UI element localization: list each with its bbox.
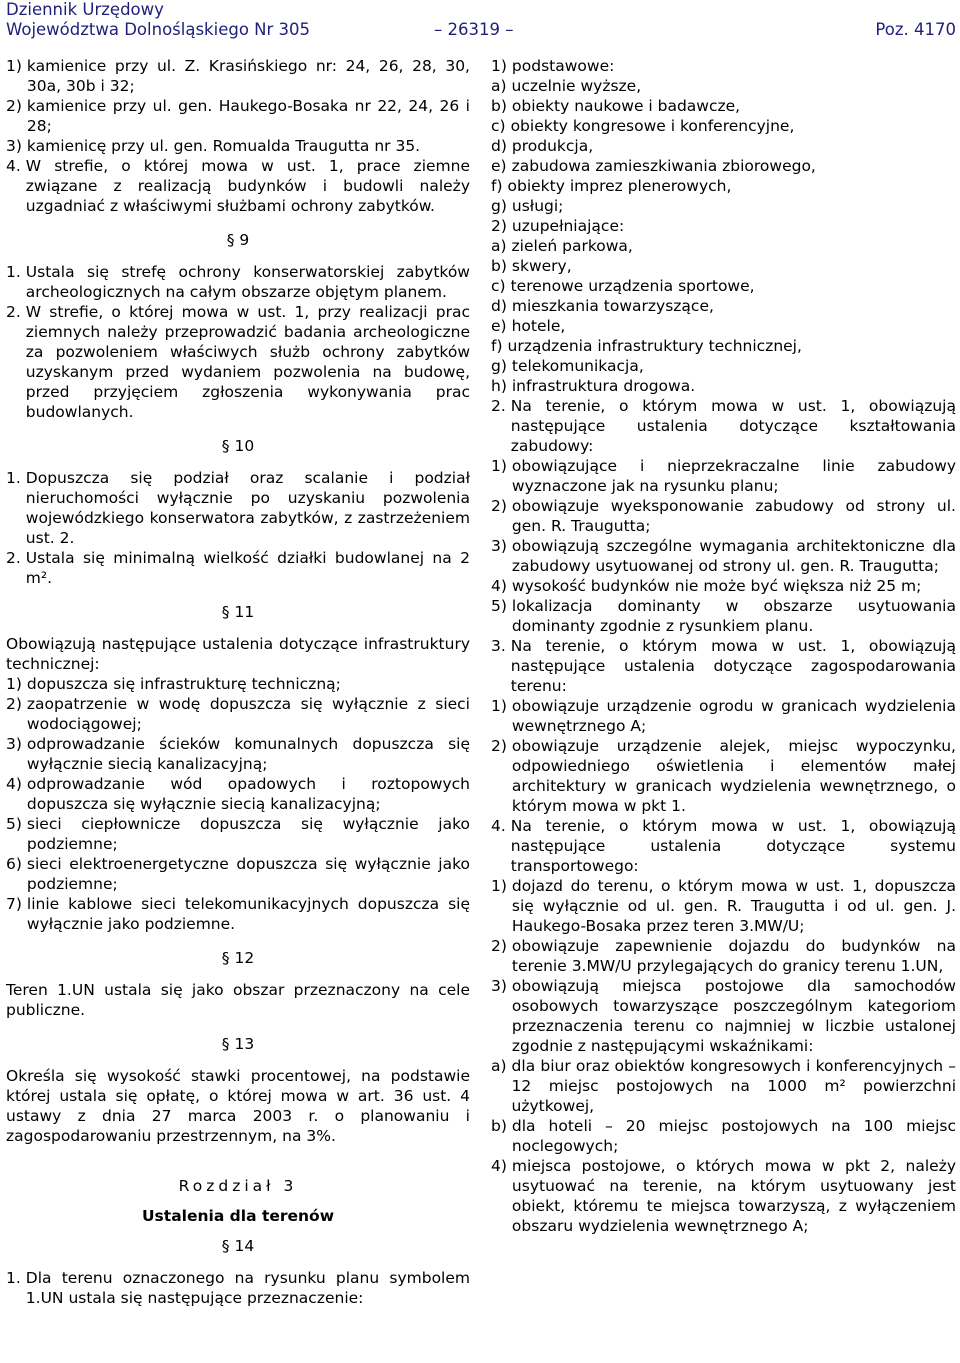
- section-12-text: Teren 1.UN ustala się jako obszar przeznaczony na cele publiczne.: [6, 981, 470, 1019]
- page-number: – 26319 –: [434, 20, 514, 39]
- list-item: c) obiekty kongresowe i konferencyjne,: [491, 117, 795, 135]
- list-item: 4) wysokość budynków nie może być większa niż 25 m;: [491, 577, 922, 595]
- list-item: 2) uzupełniające:: [491, 217, 625, 235]
- list-item: 4) odprowadzanie wód opadowych i roztopowych dopuszcza się wyłącznie siecią kanalizacyjną;: [6, 775, 470, 813]
- list-item: 5) sieci ciepłownicze dopuszcza się wyłącznie jako podziemne;: [6, 815, 470, 853]
- list-item: b) skwery,: [491, 257, 572, 275]
- list-item: 6) sieci elektroenergetyczne dopuszcza się wyłącznie jako podziemne;: [6, 855, 470, 893]
- section-10-heading: § 10: [221, 437, 255, 455]
- list-item: 1) podstawowe:: [491, 57, 615, 75]
- list-item: 2) obowiązuje urządzenie alejek, miejsc wypoczynku, odpowiedniego oświetlenia i elementów małej architektury w granicach wydzielenia wewnętrznego, o którym mowa w pkt 1.: [491, 737, 956, 815]
- paragraph: 1. Dla terenu oznaczonego na rysunku planu symbolem 1.UN ustala się następujące przeznaczenie:: [6, 1269, 470, 1307]
- paragraph: 1. Ustala się strefę ochrony konserwatorskiej zabytków archeologicznych na całym obszarze objętym planem.: [6, 263, 470, 301]
- chapter-title: Ustalenia dla terenów: [141, 1207, 335, 1225]
- paragraph-2: 2. Na terenie, o którym mowa w ust. 1, obowiązują następujące ustalenia dotyczące kształtowania zabudowy:: [491, 397, 956, 455]
- list-item: 3) kamienicę przy ul. gen. Romualda Traugutta nr 35.: [6, 137, 421, 155]
- list-item: 2) kamienice przy ul. gen. Haukego-Bosaka nr 22, 24, 26 i 28;: [6, 97, 470, 135]
- section-11-heading: § 11: [221, 603, 255, 621]
- journal-title: Dziennik Urzędowy: [6, 0, 164, 19]
- list-item: 1) obowiązuje urządzenie ogrodu w granicach wydzielenia wewnętrznego A;: [491, 697, 956, 735]
- list-item: 3) odprowadzanie ścieków komunalnych dopuszcza się wyłącznie siecią kanalizacyjną;: [6, 735, 470, 773]
- section-11-intro: Obowiązują następujące ustalenia dotyczące infrastruktury technicznej:: [6, 635, 470, 673]
- list-item: 2) obowiązuje wyeksponowanie zabudowy od strony ul. gen. R. Traugutta;: [491, 497, 956, 535]
- paragraph-4: 4. Na terenie, o którym mowa w ust. 1, obowiązują następujące ustalenia dotyczące systemu transportowego:: [491, 817, 956, 875]
- position-number: Poz. 4170: [875, 20, 956, 39]
- right-column: [491, 56, 956, 1236]
- list-item: a) uczelnie wyższe,: [491, 77, 642, 95]
- paragraph-4: 4. W strefie, o której mowa w ust. 1, prace ziemne związane z realizacją budynków i budowli należy uzgadniać z właściwymi służbami ochrony zabytków.: [6, 157, 470, 215]
- list-item: 3) obowiązują szczególne wymagania architektoniczne dla zabudowy usytuowanej od strony ul. gen. R. Traugutta;: [491, 537, 956, 575]
- paragraph: 2. W strefie, o której mowa w ust. 1, przy realizacji prac ziemnych należy przeprowadzić badania archeologiczne za pozwoleniem właściwych służb ochrony zabytków uzyskanym przed wydaniem pozwolenia na budowę, przed przyjęciem zgłoszenia wykonywania prac budowlanych.: [6, 303, 470, 421]
- section-13-heading: § 13: [221, 1035, 255, 1053]
- list-item: 1) obowiązujące i nieprzekraczalne linie zabudowy wyznaczone jak na rysunku planu;: [491, 457, 956, 495]
- chapter-heading: Rozdział 3: [178, 1177, 298, 1195]
- list-item: 7) linie kablowe sieci telekomunikacyjnych dopuszcza się wyłącznie jako podziemne.: [6, 895, 470, 933]
- paragraph-3: 3. Na terenie, o którym mowa w ust. 1, obowiązują następujące ustalenia dotyczące zagospodarowania terenu:: [491, 637, 956, 695]
- list-item: g) telekomunikacja,: [491, 357, 644, 375]
- section-12-heading: § 12: [221, 949, 255, 967]
- section-13-text: Określa się wysokość stawki procentowej, na podstawie której ustala się opłatę, o której mowa w art. 36 ust. 4 ustawy z dnia 27 marca 2003 r. o planowaniu i zagospodarowaniu przestrzennym, na 3%.: [6, 1067, 470, 1145]
- list-item: d) produkcja,: [491, 137, 594, 155]
- list-item: 1) kamienice przy ul. Z. Krasińskiego nr: 24, 26, 28, 30, 30a, 30b i 32;: [6, 57, 470, 95]
- list-item: f) obiekty imprez plenerowych,: [491, 177, 732, 195]
- journal-region: Województwa Dolnośląskiego Nr 305: [6, 20, 311, 39]
- list-item: 2) obowiązuje zapewnienie dojazdu do budynków na terenie 3.MW/U przylegających do granicy terenu 1.UN,: [491, 937, 956, 975]
- list-item: a) zieleń parkowa,: [491, 237, 633, 255]
- list-item: 2) zaopatrzenie w wodę dopuszcza się wyłącznie z sieci wodociągowej;: [6, 695, 470, 733]
- list-item: g) usługi;: [491, 197, 564, 215]
- list-item: b) obiekty naukowe i badawcze,: [491, 97, 741, 115]
- list-item: 1) dojazd do terenu, o którym mowa w ust. 1, dopuszcza się wyłącznie od ul. gen. R. Traugutta i od ul. gen. J. Haukego-Bosaka przez teren 3.MW/U;: [491, 877, 956, 935]
- page-header: [6, 0, 956, 40]
- list-item: 5) lokalizacja dominanty w obszarze usytuowania dominanty zgodnie z rysunkiem planu.: [491, 597, 956, 635]
- list-item: 1) dopuszcza się infrastrukturę techniczną;: [6, 675, 341, 693]
- list-item: e) zabudowa zamieszkiwania zbiorowego,: [491, 157, 816, 175]
- list-item: b) dla hoteli – 20 miejsc postojowych na 100 miejsc noclegowych;: [491, 1117, 956, 1155]
- list-item: a) dla biur oraz obiektów kongresowych i konferencyjnych – 12 miejsc postojowych na 1000 m² powierzchni użytkowej,: [491, 1057, 956, 1115]
- paragraph: 2. Ustala się minimalną wielkość działki budowlanej na 2 m².: [6, 549, 470, 587]
- list-item: d) mieszkania towarzyszące,: [491, 297, 714, 315]
- paragraph: 1. Dopuszcza się podział oraz scalanie i podział nieruchomości wyłącznie po uzyskaniu pozwolenia wojewódzkiego konserwatora zabytków, z zastrzeżeniem ust. 2.: [6, 469, 470, 547]
- list-item: 3) obowiązują miejsca postojowe dla samochodów osobowych towarzyszące poszczególnym kategoriom przeznaczenia terenu co najmniej w liczbie ustalonej zgodnie z następującymi wskaźnikami:: [491, 977, 956, 1055]
- list-item: 4) miejsca postojowe, o których mowa w pkt 2, należy usytuować na terenie, na którym usytuowany jest obiekt, któremu te miejsca towarzyszą, z wyłączeniem obszaru wydzielenia wewnętrznego A;: [491, 1157, 956, 1235]
- list-item: e) hotele,: [491, 317, 566, 335]
- list-item: c) terenowe urządzenia sportowe,: [491, 277, 755, 295]
- section-9-heading: § 9: [226, 231, 250, 249]
- list-item: f) urządzenia infrastruktury technicznej,: [491, 337, 802, 355]
- left-column: [6, 56, 470, 1308]
- list-item: h) infrastruktura drogowa.: [491, 377, 696, 395]
- section-14-heading: § 14: [221, 1237, 255, 1255]
